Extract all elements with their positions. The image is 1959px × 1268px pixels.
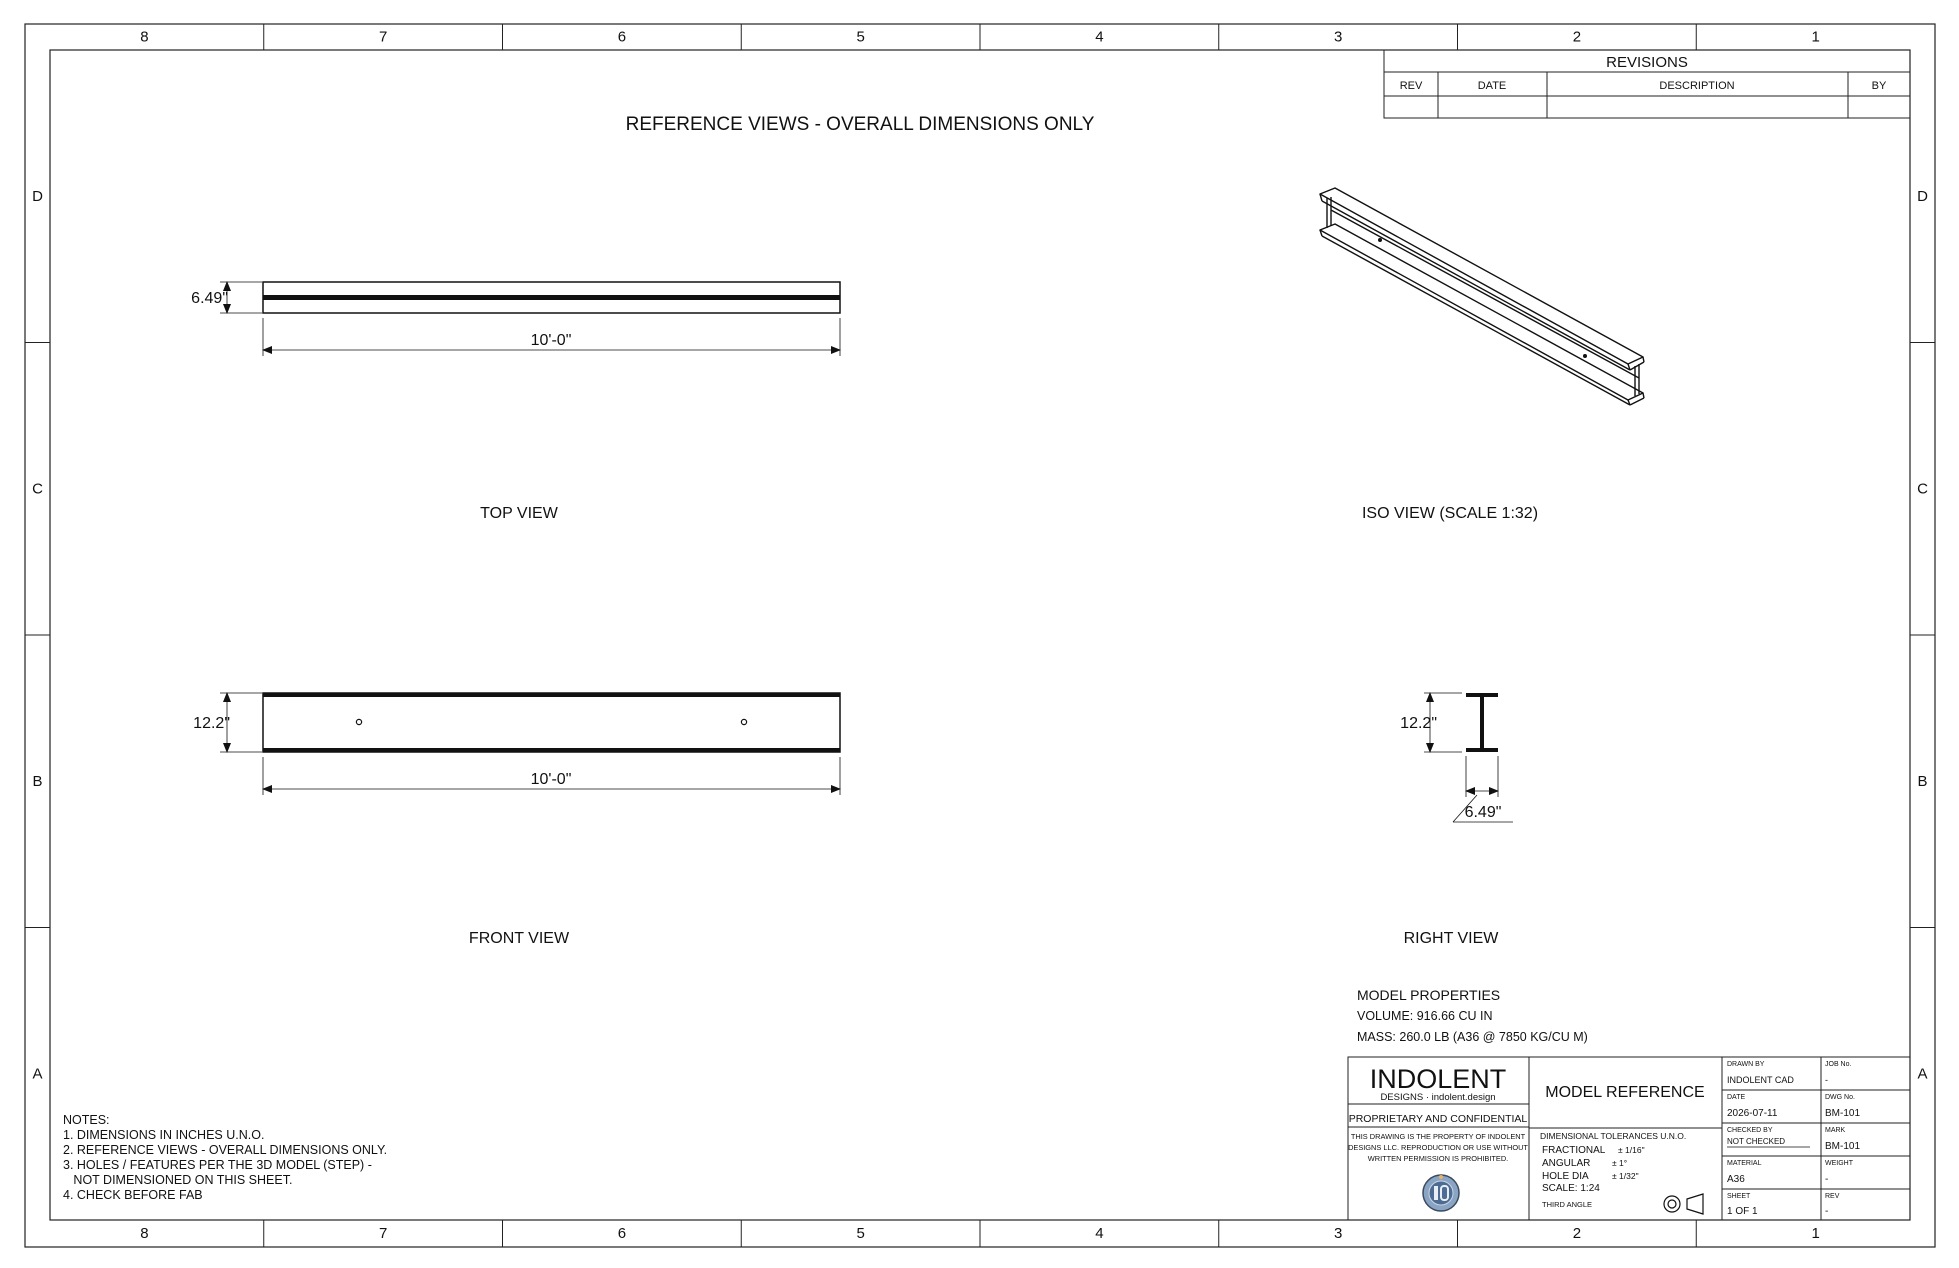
right-view-height-dim: 12.2" [1400,715,1437,732]
note-line: 1. DIMENSIONS IN INCHES U.N.O. [63,1128,265,1142]
tolerance-label: HOLE DIA [1542,1171,1589,1182]
checked-by-value: NOT CHECKED [1727,1137,1786,1146]
top-view-width-dim: 6.49" [191,290,228,307]
disclaimer-line: DESIGNS LLC. REPRODUCTION OR USE WITHOUT [1348,1143,1528,1152]
job-number-label: JOB No. [1825,1061,1852,1068]
zone-column-label: 2 [1572,28,1582,46]
right-view-width-dim: 6.49" [1464,804,1502,821]
note-line: 4. CHECK BEFORE FAB [63,1188,203,1202]
right-view-bottom-flange [1466,748,1498,752]
zone-column-label: 2 [1572,1225,1582,1242]
iso-view [1320,188,1644,405]
zone-row-label: C [32,480,43,498]
scale-label: SCALE: 1:24 [1542,1183,1600,1194]
front-view-outline [263,693,840,752]
zone-column-label: 8 [140,1225,149,1242]
zone-row-label: A [1917,1065,1928,1083]
iso-view-label: ISO VIEW (SCALE 1:32) [1361,505,1539,522]
checked-by-label: CHECKED BY [1727,1127,1773,1134]
front-view-height-dim: 12.2" [193,715,230,732]
zone-row-label: D [1917,187,1928,205]
zone-column-label: 7 [378,1225,388,1242]
zone-column-label: 4 [1095,28,1104,46]
drawn-by-label: DRAWN BY [1727,1061,1765,1068]
notes-title: NOTES: [63,1113,110,1127]
zone-column-label: 1 [1811,1225,1820,1242]
front-view-length-dim: 10'-0" [530,771,572,788]
zone-column-label: 6 [617,1225,627,1242]
zone-column-label: 8 [140,28,149,46]
revisions-header-by: BY [1871,80,1887,92]
zone-column-label: 4 [1095,1225,1104,1242]
zone-row-label: C [1917,480,1928,498]
notes [63,1113,387,1202]
front-view-bottom-flange [263,748,840,752]
front-view-hole [356,719,361,724]
disclaimer-line: THIS DRAWING IS THE PROPERTY OF INDOLENT [1350,1132,1526,1141]
zone-column-label: 7 [378,28,388,46]
tolerance-value: ± 1° [1612,1158,1628,1168]
model-properties-mass: MASS: 260.0 LB (A36 @ 7850 KG/CU M) [1357,1030,1588,1044]
zone-row-label: B [32,772,43,790]
third-angle-projection-icon [1664,1194,1703,1214]
zone-column-label: 3 [1333,1225,1343,1242]
company-name: INDOLENT [1369,1064,1507,1094]
model-properties-volume: VOLUME: 916.66 CU IN [1357,1009,1493,1023]
mark-value: BM-101 [1825,1141,1861,1152]
tolerance-label: FRACTIONAL [1542,1145,1606,1156]
revisions-header-rev: REV [1399,80,1423,92]
note-line: 2. REFERENCE VIEWS - OVERALL DIMENSIONS ONLY. [63,1143,388,1157]
right-view-top-flange [1466,693,1498,697]
note-line: 3. HOLES / FEATURES PER THE 3D MODEL (STEP) - [63,1158,372,1172]
inner-border [50,50,1910,1220]
model-properties-title: MODEL PROPERTIES [1357,987,1501,1003]
dwg-number-label: DWG No. [1825,1094,1855,1101]
sheet-title: REFERENCE VIEWS - OVERALL DIMENSIONS ONLY [625,114,1095,135]
zone-row-label: D [32,187,43,205]
front-view-label: FRONT VIEW [468,930,570,947]
dwg-number-value: BM-101 [1825,1108,1861,1119]
top-view-length-dim: 10'-0" [530,332,572,349]
revisions-header-date: DATE [1477,80,1507,92]
rev-value: - [1825,1206,1829,1217]
zone-row-label: B [1917,772,1928,790]
tolerances-title: DIMENSIONAL TOLERANCES U.N.O. [1540,1131,1687,1141]
drawing-title: MODEL REFERENCE [1545,1084,1705,1101]
date-value: 2026-07-11 [1727,1108,1778,1119]
front-view [193,693,840,795]
zone-row-label: A [32,1065,43,1083]
tolerance-value: ± 1/32" [1612,1171,1639,1181]
material-value: A36 [1727,1174,1745,1185]
sheet-value: 1 OF 1 [1727,1206,1758,1217]
company-logo [1423,1175,1459,1211]
zone-column-label: 6 [617,28,627,46]
disclaimer-line: WRITTEN PERMISSION IS PROHIBITED. [1367,1154,1509,1163]
weight-value: - [1825,1174,1829,1185]
tolerance-value: ± 1/16" [1618,1145,1645,1155]
zone-ticks [25,24,1935,1247]
material-label: MATERIAL [1727,1160,1762,1167]
right-view-label: RIGHT VIEW [1403,930,1499,947]
top-view [191,282,840,356]
zone-column-label: 5 [856,28,865,46]
zone-column-label: 3 [1333,28,1343,46]
right-view-web [1480,697,1484,748]
right-view [1400,693,1513,822]
zone-column-label: 1 [1811,28,1820,46]
front-view-top-flange [263,693,840,697]
date-label: DATE [1727,1094,1746,1101]
outer-border [25,24,1935,1247]
sheet-label: SHEET [1727,1193,1751,1200]
company-subtitle: DESIGNS · indolent.design [1380,1092,1496,1103]
top-view-web [263,295,840,300]
rev-label: REV [1825,1193,1840,1200]
zone-labels [32,29,1928,1243]
projection-label: THIRD ANGLE [1542,1200,1593,1209]
job-number-value: - [1825,1075,1828,1085]
mark-label: MARK [1825,1127,1846,1134]
confidential-label: PROPRIETARY AND CONFIDENTIAL [1348,1113,1528,1125]
drawn-by-value: INDOLENT CAD [1727,1075,1794,1085]
front-view-hole [741,719,746,724]
weight-label: WEIGHT [1825,1160,1853,1167]
zone-column-label: 5 [856,1225,865,1242]
tolerance-label: ANGULAR [1542,1158,1591,1169]
revisions-title: REVISIONS [1606,54,1688,71]
top-view-label: TOP VIEW [480,505,558,522]
revisions-header-description: DESCRIPTION [1659,80,1735,92]
note-line: NOT DIMENSIONED ON THIS SHEET. [63,1173,293,1187]
